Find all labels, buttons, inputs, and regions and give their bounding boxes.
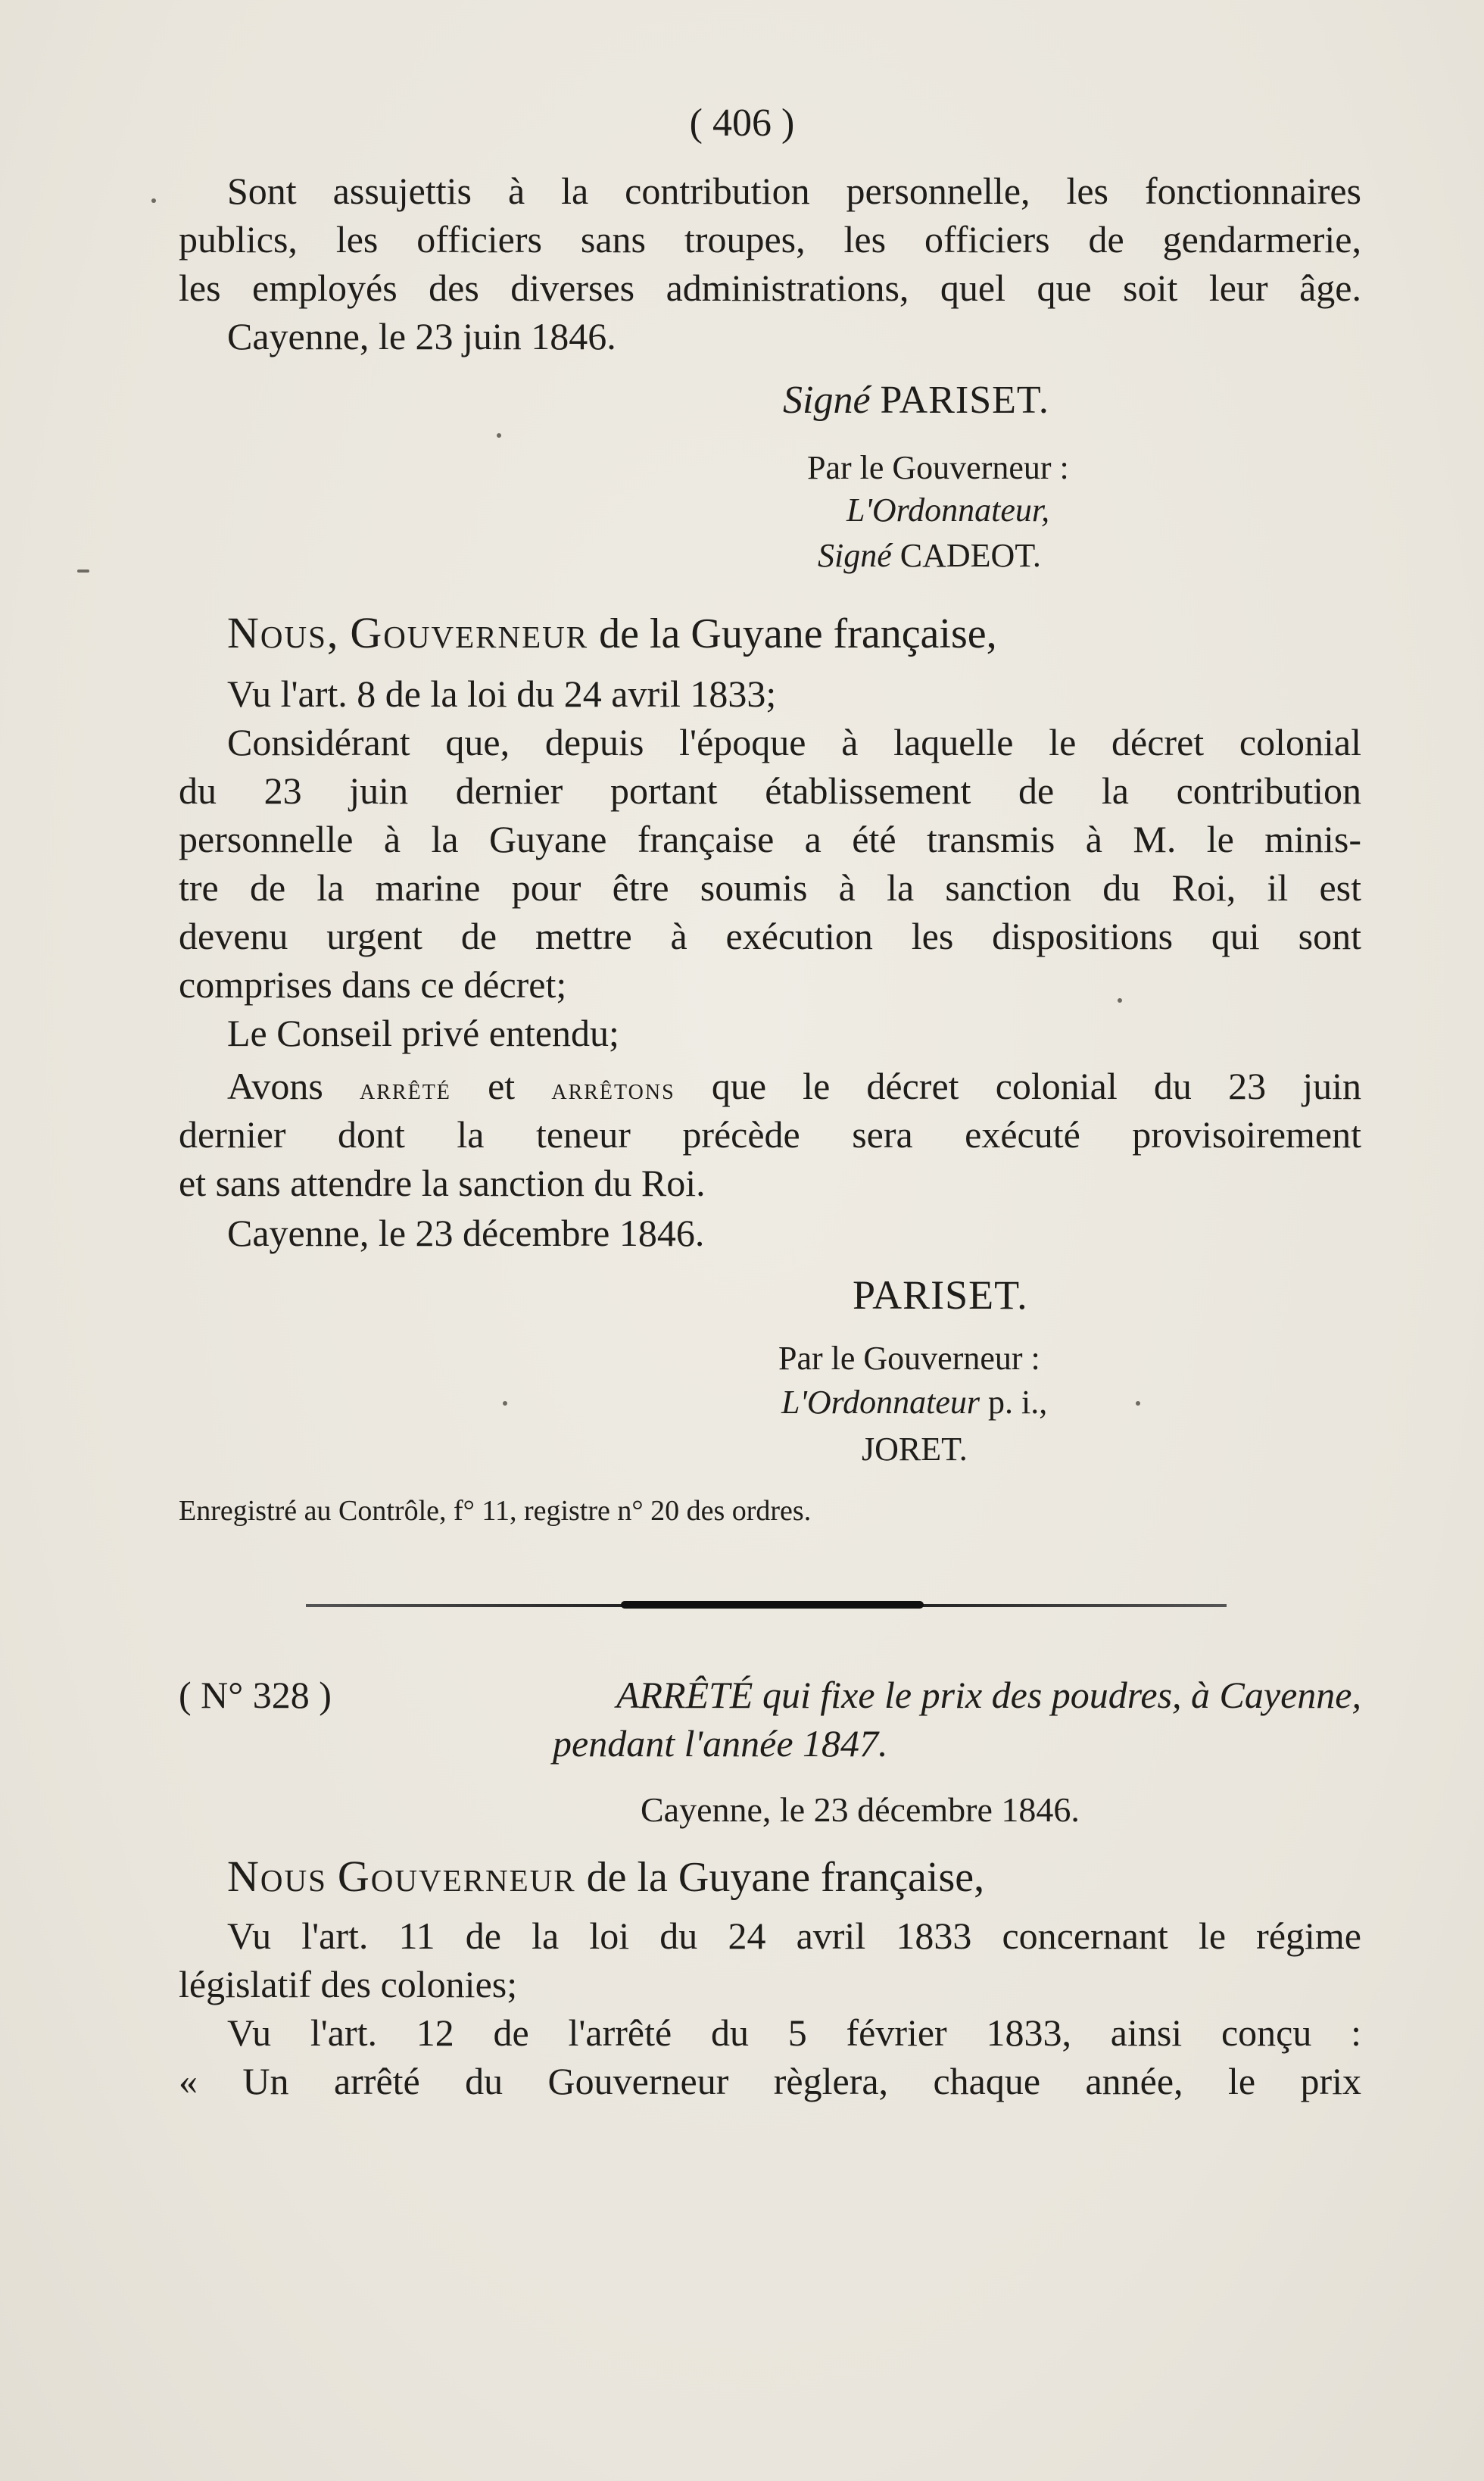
paper-speck (151, 198, 156, 203)
arrete1-line-1: Vu l'art. 8 de la loi du 24 avril 1833; (227, 673, 777, 715)
arrete1-line-9: dernier dont la teneur précède sera exécuté provisoirement (179, 1113, 1361, 1156)
decree1-line-1: Sont assujettis à la contribution personnelle, les fonctionnaires (227, 170, 1361, 212)
avons-et: et (488, 1065, 516, 1107)
page-number: ( 406 ) (689, 101, 795, 145)
avons-arretons: arrêtons (551, 1072, 675, 1106)
arrete1-line-6: devenu urgent de mettre à exécution les dispositions qui sont (179, 915, 1361, 957)
paper-speck (497, 433, 501, 438)
signed2-name: CADEOT. (899, 537, 1041, 574)
arrete2-title-line-2: pendant l'année 1847. (553, 1722, 888, 1765)
arrete1-line-2: Considérant que, depuis l'époque à laquelle le décret colonial (227, 721, 1361, 763)
paper-speck (1118, 998, 1122, 1003)
paper-speck (77, 570, 89, 573)
decree1-date: Cayenne, le 23 juin 1846. (227, 315, 616, 357)
arrete2-line-1: Vu l'art. 11 de la loi du 24 avril 1833 concernant le régime (227, 1915, 1361, 1957)
decree1-signature-2 (818, 535, 1041, 577)
avons-arrete: arrêté (360, 1072, 451, 1106)
paper-speck (503, 1401, 507, 1406)
decree1-ordonnateur: L'Ordonnateur, (846, 492, 1050, 529)
avons-word: Avons (227, 1065, 323, 1107)
arrete2-line-4: « Un arrêté du Gouverneur règlera, chaque année, le prix (179, 2060, 1361, 2102)
arrete2-title-line-1: ARRÊTÉ qui fixe le prix des poudres, à Cayenne, (616, 1674, 1361, 1716)
arrete1-by-governor: Par le Gouverneur : (778, 1340, 1040, 1377)
signed2-prefix: Signé (818, 537, 892, 574)
arrete1-ordonnateur-line (781, 1381, 1047, 1424)
arrete1-line-3: du 23 juin dernier portant établissement de la contribution (179, 769, 1361, 812)
section-divider-center (621, 1601, 924, 1609)
heading-nous: Nous, (227, 608, 340, 657)
arrete1-ordonnateur-suffix: p. i., (988, 1384, 1048, 1421)
arrete1-avons-line (227, 1062, 1361, 1110)
heading2-gouverneur: Gouverneur (337, 1852, 576, 1901)
arrete1-ordonnateur: L'Ordonnateur (781, 1384, 980, 1421)
arrete2-date: Cayenne, le 23 décembre 1846. (641, 1790, 1080, 1829)
decree1-line-3: les employés des diverses administrations, quel que soit leur âge. (179, 267, 1361, 309)
arrete1-registration: Enregistré au Contrôle, f° 11, registre n° 20 des ordres. (179, 1495, 812, 1527)
paper-speck (1136, 1401, 1140, 1406)
arrete1-line-7: comprises dans ce décret; (179, 963, 567, 1006)
arrete1-signed2-name: JORET. (862, 1431, 968, 1468)
heading2-rest: de la Guyane française, (586, 1854, 985, 1901)
arrete1-line-8: Le Conseil privé entendu; (227, 1012, 619, 1054)
arrete1-line-5: tre de la marine pour être soumis à la sanction du Roi, il est (179, 866, 1361, 909)
signed-prefix: Signé (783, 379, 871, 422)
arrete1-date: Cayenne, le 23 décembre 1846. (227, 1212, 705, 1254)
heading2-nous: Nous (227, 1852, 327, 1901)
avons-rest: que le décret colonial du 23 juin (711, 1065, 1362, 1107)
arrete2-line-2: législatif des colonies; (179, 1963, 518, 2005)
decree1-line-2: publics, les officiers sans troupes, les officiers de gendarmerie, (179, 218, 1361, 261)
decree1-signature (783, 376, 1049, 426)
signed-name: PARISET. (880, 379, 1049, 422)
arrete2-line-3: Vu l'art. 12 de l'arrêté du 5 février 1833, ainsi conçu : (227, 2011, 1361, 2054)
arrete2-heading (227, 1849, 984, 1905)
arrete1-line-10: et sans attendre la sanction du Roi. (179, 1162, 706, 1204)
heading-rest: de la Guyane française, (599, 610, 997, 657)
arrete1-line-4: personnelle à la Guyane française a été transmis à M. le minis- (179, 818, 1361, 860)
decree1-by-governor: Par le Gouverneur : (807, 449, 1069, 486)
arrete1-heading (227, 606, 997, 661)
arrete1-signed-name: PARISET. (853, 1272, 1028, 1318)
arrete2-number: ( N° 328 ) (179, 1674, 332, 1716)
heading-gouverneur: Gouverneur (350, 608, 589, 657)
